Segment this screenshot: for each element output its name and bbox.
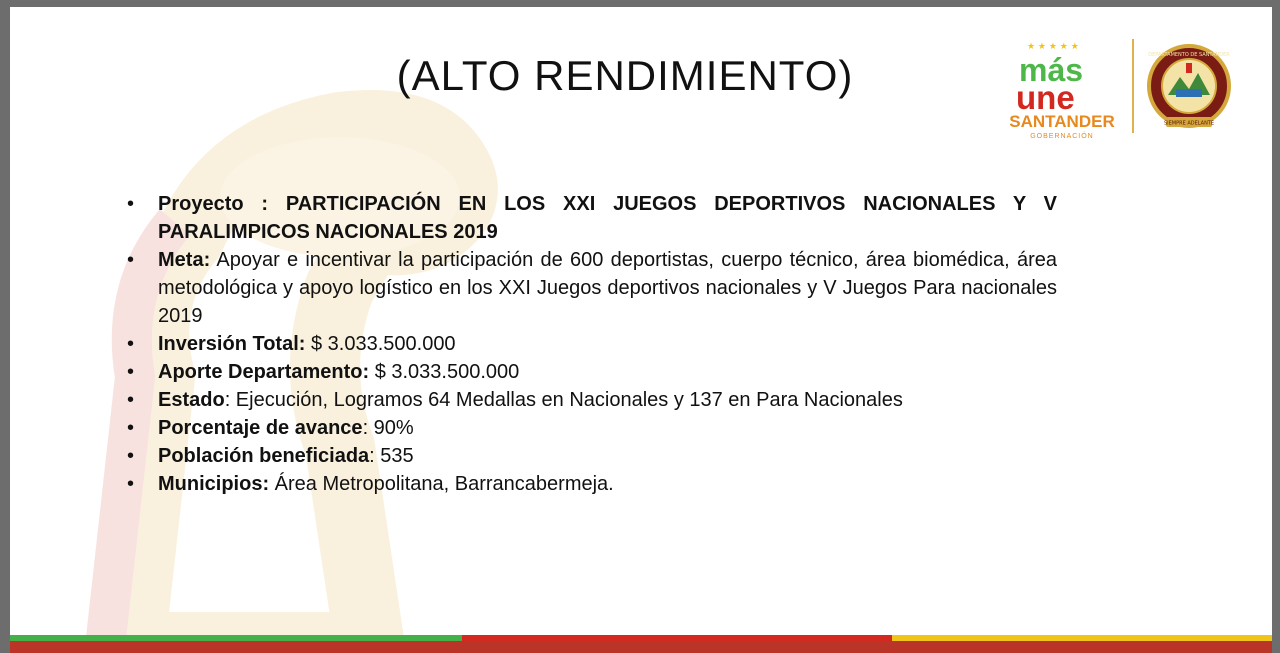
- item-value: Apoyar e incentivar la participación de 600 deportistas, cuerpo técnico, área biomédica, área metodológica y apoyo logístico en los XXI Juegos deportivos nacionales y V Juegos Para nacionales 2019: [158, 249, 1057, 327]
- seal-bottom-text: SIEMPRE ADELANTE: [1163, 120, 1215, 127]
- item-label: Estado: [158, 389, 225, 411]
- item-value: $ 3.033.500.000: [305, 333, 456, 355]
- list-item: [125, 246, 1057, 330]
- item-value: Área Metropolitana, Barrancabermeja.: [269, 473, 614, 495]
- mas-une-santander-logo: [1002, 37, 1122, 142]
- item-label: Municipios:: [158, 473, 270, 495]
- slide: [10, 7, 1272, 653]
- list-item: [125, 414, 1057, 442]
- svg-text:★ ★ ★ ★ ★: ★ ★ ★ ★ ★: [1027, 42, 1079, 52]
- list-item: [125, 330, 1057, 358]
- list-item: [125, 442, 1057, 470]
- project-details-list: [125, 190, 1057, 498]
- item-label: Población beneficiada: [158, 445, 370, 467]
- list-item: [125, 470, 1057, 498]
- footer-color-band: [10, 635, 1272, 653]
- list-item: [125, 358, 1057, 386]
- footer-yellow-segment: [892, 635, 1272, 653]
- item-value: $ 3.033.500.000: [369, 361, 520, 383]
- list-item: [125, 386, 1057, 414]
- logo-brand-name: SANTANDER: [1009, 112, 1115, 131]
- list-item: [125, 190, 1057, 246]
- logo-divider: [1132, 39, 1134, 133]
- item-value: : Ejecución, Logramos 64 Medallas en Nacionales y 137 en Para Nacionales: [224, 389, 903, 411]
- item-label: Porcentaje de avance: [158, 417, 363, 439]
- item-label: Inversión Total:: [158, 333, 306, 355]
- item-label: Proyecto : PARTICIPACIÓN EN LOS XXI JUEGOS DEPORTIVOS NACIONALES Y V PARALIMPICOS NACIONALES 2019: [158, 193, 1057, 243]
- logo-brand-sub: GOBERNACIÓN: [1030, 133, 1094, 140]
- logo-brand-top: más: [1019, 52, 1084, 88]
- logo-brand-main: une: [1016, 79, 1075, 116]
- item-value: : 535: [369, 445, 414, 467]
- slide-title: (ALTO RENDIMIENTO): [396, 52, 854, 99]
- footer-green-segment: [10, 635, 462, 653]
- department-seal-icon: [1146, 43, 1232, 133]
- footer-red-segment: [462, 635, 892, 653]
- item-label: Meta:: [158, 249, 211, 271]
- seal-top-text: DEPARTAMENTO DE SANTANDER: [1148, 52, 1230, 58]
- item-label: Aporte Departamento:: [158, 361, 370, 383]
- item-value: : 90%: [362, 417, 414, 439]
